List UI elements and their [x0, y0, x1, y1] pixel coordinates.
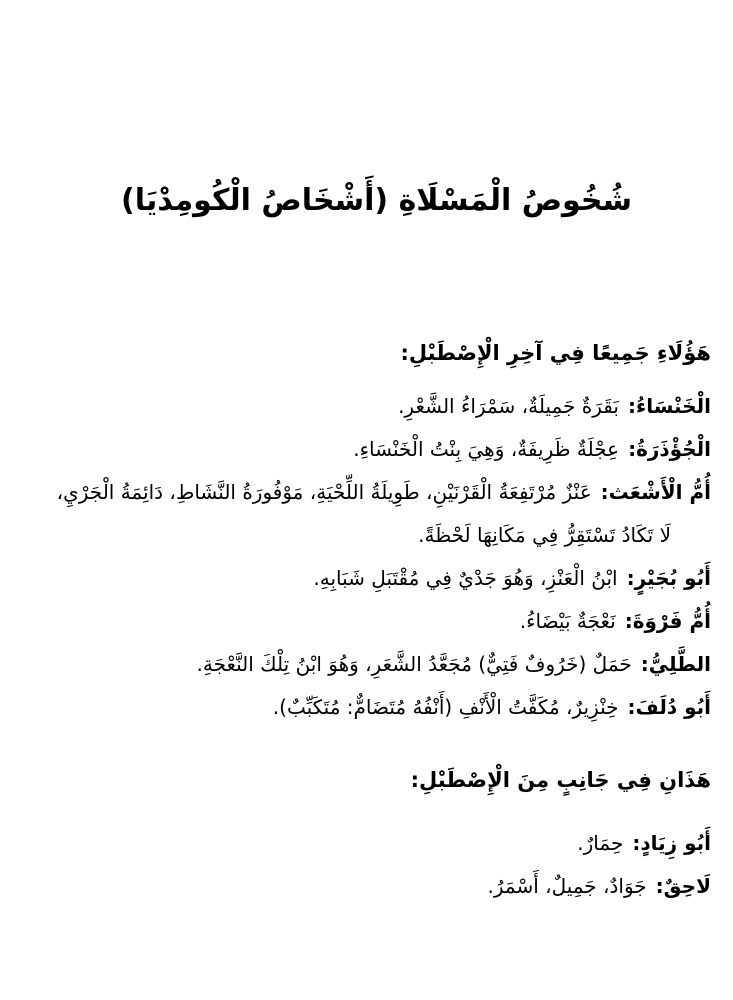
character-name: أَبُو زِيَادٍ:	[632, 830, 711, 855]
character-name: أُمُّ فَرْوَةَ:	[624, 608, 711, 633]
character-entry-abu-ziyad	[42, 822, 711, 865]
character-name: الْخَنْسَاءُ:	[627, 393, 711, 418]
character-name: الْجُؤْذَرَةُ:	[628, 436, 711, 461]
character-description: حِمَارٌ.	[577, 830, 624, 855]
section-heading-stable-side: هَذَانِ فِي جَانِبٍ مِنَ الْإِصْطَبْلِ:	[410, 767, 711, 792]
character-entry-umm-farwah	[42, 600, 711, 643]
character-name: الطَّلِيُّ:	[640, 651, 711, 676]
character-name: أَبُو دُلَفَ:	[627, 694, 711, 719]
character-description: حَمَلٌ (خَرُوفٌ فَتِيٌّ) مُجَعَّدُ الشَّعَرِ، وَهُوَ ابْنُ تِلْكَ النَّعْجَةِ.	[196, 651, 632, 676]
character-entry-umm-alashath	[42, 471, 711, 557]
character-description: بَقَرَةٌ جَمِيلَةٌ، سَمْرَاءُ الشَّعْرِ.	[398, 393, 619, 418]
character-name: أُمُّ الْأَشْعَث:	[600, 479, 711, 504]
character-description: خِنْزِيرٌ، مُكَفَّتُ الْأَنْفِ (أَنْفُهُ مُتَضَامٌّ: مُتَكَبِّبٌ).	[272, 694, 619, 719]
character-name: لَاحِقٌ:	[655, 873, 711, 898]
page-title: شُخُوصُ الْمَسْلَاةِ (أَشْخَاصُ الْكُومِدْيَا)	[121, 183, 632, 218]
character-description: نَعْجَةٌ بَيْضَاءُ.	[519, 608, 616, 633]
character-entry-abu-dulaf	[42, 686, 711, 729]
character-name: أَبُو بُجَيْرٍ:	[626, 565, 711, 590]
section-stable-side	[42, 759, 711, 908]
character-entry-khansa	[42, 385, 711, 428]
character-description: ابْنُ الْعَنْزِ، وَهُوَ جَدْيٌ فِي مُقْتَبَلِ شَبَابِهِ.	[313, 565, 618, 590]
character-description: جَوَادٌ، جَمِيلٌ، أَسْمَرُ.	[487, 873, 647, 898]
section-heading-stable-end: هَؤُلَاءِ جَمِيعًا فِي آخِرِ الْإِصْطَبْلِ:	[400, 340, 711, 365]
character-entry-tali	[42, 643, 711, 686]
character-entry-lahiq	[42, 865, 711, 908]
character-description: عَنْزٌ مُرْتَفِعَةُ الْقَرْنَيْنِ، طَوِيلَةُ اللِّحْيَةِ، مَوْفُورَةُ النَّشَاطِ، دَائِمَةُ الْجَرْيِ، لَا تَكَادُ تَسْتَقِرُّ فِي مَكَانِهَا لَحْظَةً.	[56, 479, 671, 547]
character-description: عِجْلَةٌ ظَرِيفَةٌ، وَهِيَ بِنْتُ الْخَنْسَاءِ.	[353, 436, 620, 461]
character-entry-jutharah	[42, 428, 711, 471]
section-stable-end	[42, 332, 711, 729]
character-entry-abu-bujayr	[42, 557, 711, 600]
